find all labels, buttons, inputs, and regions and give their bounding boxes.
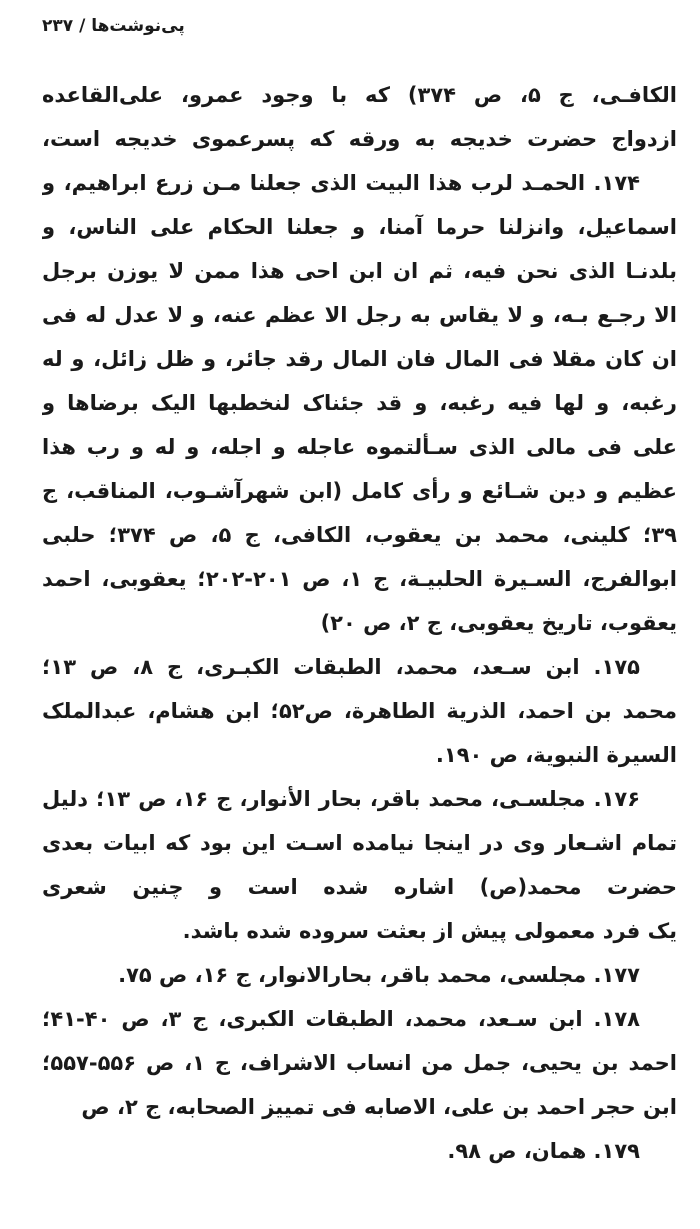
text-line: الا رجـع بـه، و لا یقاس به رجل الا عظم عنه، و لا عدل له فی (42, 303, 677, 327)
text-line: بلدنـا الذی نحن فیه، ثم ان ابن احی هذا ممن لا یوزن برجل (42, 259, 677, 283)
footnote (42, 645, 677, 777)
footnote (42, 997, 677, 1129)
text-line: تمام اشـعار وی در اینجا نیامده اسـت این بود که ابیات بعدی (42, 831, 677, 855)
text-line: یک فرد معمولی پیش از بعثت سروده شده باشد. (182, 919, 677, 943)
text-line: محمد بن احمد، الذریة الطاهرة، ص۵۲؛ ابن هشام، عبدالملک (42, 699, 677, 723)
footnote (42, 1129, 677, 1173)
text-line: عظیم و دین شـائع و رأی کامل (ابن شهرآشـوب، المناقب، ج (42, 479, 677, 503)
text-line: ۱۷۵. ابن سـعد، محمد، الطبقات الکبـری، ج ۸، ص ۱۳؛ (42, 655, 640, 679)
text-line: ۱۷۶. مجلسـی، محمد باقر، بحار الأنوار، ج ۱۶، ص ۱۳؛ دلیل (42, 787, 641, 811)
text-line: ۱۷۸. ابن سـعد، محمد، الطبقات الکبری، ج ۳، ص ۴۰-۴۱؛ (42, 1007, 640, 1031)
text-line: ۱۷۴. الحمـد لرب هذا البیت الذی جعلنا مـن زرع ابراهیم، و (42, 171, 640, 195)
text-line: اسماعیل، وانزلنا حرما آمنا، و جعلنا الحکام علی الناس، و (42, 215, 677, 239)
running-header (42, 16, 185, 36)
text-line: علی فی مالی الذی سـألتموه عاجله و اجله، و له و رب هذا (42, 435, 677, 459)
text-line: ۱۷۹. همان، ص ۹۸. (447, 1139, 640, 1163)
header-separator: / (79, 16, 86, 36)
text-line: ازدواج حضرت خدیجه به ورقه که پسرعموی خدیجه است، (42, 127, 677, 151)
text-line: رغبه، و لها فیه رغبه، و قد جئناک لنخطبها الیک برضاها و (42, 391, 677, 415)
text-line: ابوالفرج، السـیرة الحلبیـة، ج ۱، ص ۲۰۱-۲۰۲؛ یعقوبی، احمد (42, 567, 677, 591)
text-line: السیرة النبویة، ص ۱۹۰. (435, 743, 677, 767)
text-line: الکافـی، ج ۵، ص ۳۷۴) که با وجود عمرو، علی‌القاعده (42, 83, 677, 107)
header-section-title: پی‌نوشت‌ها (91, 16, 185, 36)
footnote (42, 777, 677, 953)
text-line: ان کان مقلا فی المال فان المال رقد جائر، و ظل زائل، و له (42, 347, 677, 371)
header-page-number: ۲۳۷ (42, 16, 74, 36)
text-line: ۳۹؛ کلینی، محمد بن یعقوب، الکافی، ج ۵، ص ۳۷۴؛ حلبی (42, 523, 677, 547)
text-line: ۱۷۷. مجلسی، محمد باقر، بحارالانوار، ج ۱۶، ص ۷۵. (118, 963, 640, 987)
footnote (42, 161, 677, 645)
text-line: احمد بن یحیی، جمل من انساب الاشراف، ج ۱، ص ۵۵۶-۵۵۷؛ (42, 1051, 677, 1075)
notes-body (42, 73, 677, 1173)
text-line: یعقوب، تاریخ یعقوبی، ج ۲، ص ۲۰) (320, 611, 677, 635)
text-line: ابن حجر احمد بن علی، الاصابه فی تمییز الصحابه، ج ۲، ص (81, 1095, 677, 1119)
text-line: حضرت محمد(ص) اشاره شده است و چنین شعری (42, 875, 677, 899)
footnote (42, 953, 677, 997)
note-continuation (42, 73, 677, 161)
